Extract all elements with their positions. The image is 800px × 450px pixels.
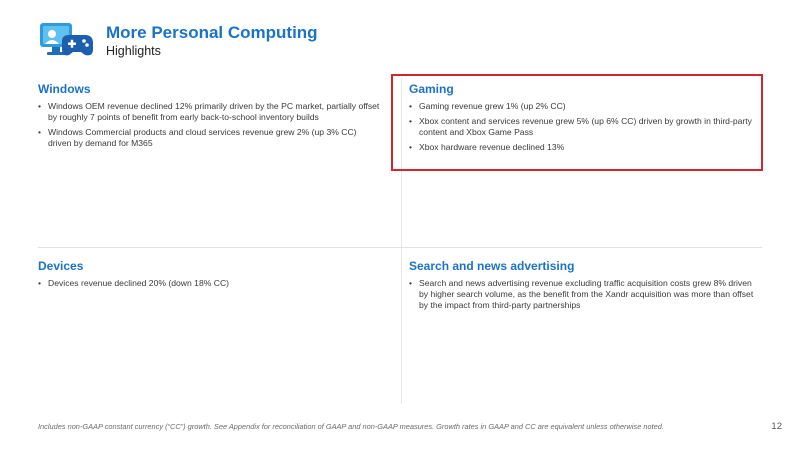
gaming-bullet: • Xbox hardware revenue declined 13% bbox=[409, 142, 759, 153]
gaming-bullet: • Xbox content and services revenue grew 5% (up 6% CC) driven by growth in third-party content and Xbox Game Pass bbox=[409, 116, 759, 138]
search-section bbox=[409, 259, 759, 315]
monitor-gamepad-icon bbox=[38, 19, 96, 63]
gaming-bullets bbox=[409, 101, 759, 153]
devices-bullet: • Devices revenue declined 20% (down 18% CC) bbox=[38, 278, 380, 289]
windows-bullet: • Windows Commercial products and cloud services revenue grew 2% (up 3% CC) driven by demand for M365 bbox=[38, 127, 380, 149]
footer-note: Includes non-GAAP constant currency (“CC”) growth. See Appendix for reconciliation of GAAP and non-GAAP measures. Growth rates in GAAP and CC are equivalent unless otherwise noted. bbox=[38, 422, 664, 431]
devices-title: Devices bbox=[38, 259, 84, 273]
gaming-bullet: • Gaming revenue grew 1% (up 2% CC) bbox=[409, 101, 759, 112]
page-subtitle: Highlights bbox=[106, 44, 161, 58]
page-title: More Personal Computing bbox=[106, 23, 318, 42]
windows-section bbox=[38, 82, 380, 153]
search-title: Search and news advertising bbox=[409, 259, 575, 273]
windows-title: Windows bbox=[38, 82, 91, 96]
search-bullet: • Search and news advertising revenue excluding traffic acquisition costs grew 8% driven by higher search volume, as the benefit from the Xandr acquisition was more than offset by the impact from third-party partnerships bbox=[409, 278, 759, 311]
search-bullets bbox=[409, 278, 759, 311]
windows-bullet: • Windows OEM revenue declined 12% primarily driven by the PC market, partially offset by roughly 7 points of benefit from early back-to-school inventory builds bbox=[38, 101, 380, 123]
slide-header bbox=[38, 18, 318, 64]
horizontal-divider bbox=[38, 247, 762, 248]
devices-bullets bbox=[38, 278, 380, 289]
page-number: 12 bbox=[771, 421, 782, 432]
devices-section bbox=[38, 259, 380, 293]
gaming-title: Gaming bbox=[409, 82, 454, 96]
gaming-section bbox=[409, 82, 759, 157]
windows-bullets bbox=[38, 101, 380, 149]
